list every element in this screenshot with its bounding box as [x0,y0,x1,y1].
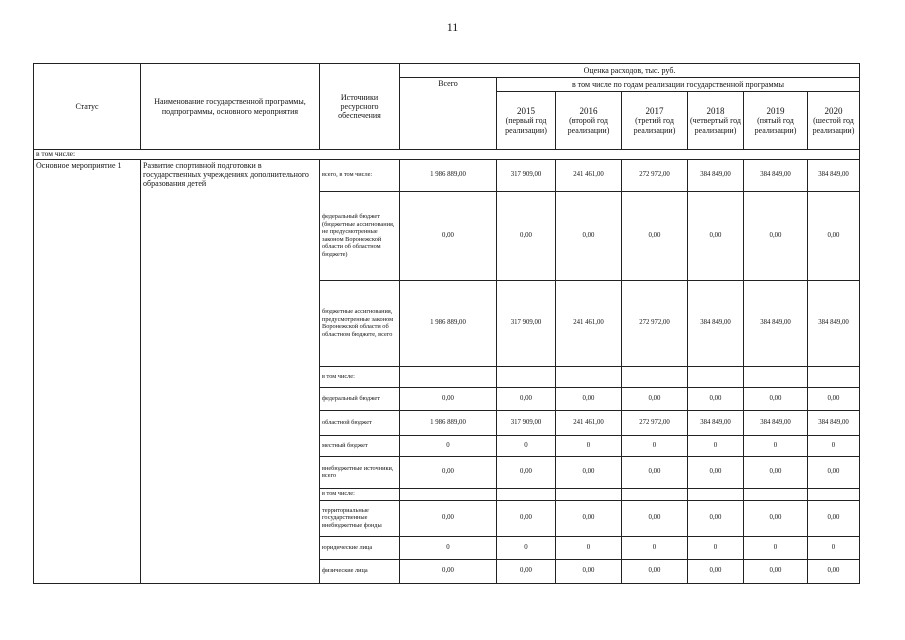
year-value-cell: 0,00 [688,387,744,410]
year-value-cell: 0,00 [497,500,556,536]
year-value-cell: 384 849,00 [744,280,808,366]
year-value-cell: 0,00 [808,387,860,410]
total-cell [400,488,497,500]
expenditure-table [33,63,860,584]
header-year-number: 2020 [824,106,843,117]
including-label: в том числе: [34,150,860,160]
year-value-cell: 317 909,00 [497,410,556,435]
year-value-cell: 0,00 [688,559,744,583]
source-cell: в том числе: [320,366,400,387]
year-value-cell: 0,00 [688,500,744,536]
year-value-cell: 0,00 [497,387,556,410]
year-value-cell: 0,00 [556,559,622,583]
header-year-4 [744,92,808,150]
year-value-cell: 0,00 [808,456,860,488]
year-value-cell: 384 849,00 [688,410,744,435]
source-cell: территориальные государственные внебюджетные фонды [320,500,400,536]
year-value-cell: 0,00 [556,456,622,488]
year-value-cell: 0,00 [808,559,860,583]
total-cell: 1 986 889,00 [400,280,497,366]
year-value-cell: 241 461,00 [556,159,622,191]
year-value-cell: 0 [744,536,808,559]
header-year-2 [622,92,688,150]
header-year-label: (шестой год реализации) [812,116,855,135]
header-year-5 [808,92,860,150]
year-value-cell [688,488,744,500]
year-value-cell: 0 [808,536,860,559]
year-value-cell: 272 972,00 [622,410,688,435]
total-cell: 0 [400,435,497,456]
year-value-cell [497,366,556,387]
status-cell: Основное мероприятие 1 [34,159,141,583]
year-value-cell: 384 849,00 [688,159,744,191]
year-value-cell: 0 [688,435,744,456]
total-cell: 0,00 [400,456,497,488]
year-value-cell: 0,00 [622,387,688,410]
year-value-cell: 384 849,00 [808,159,860,191]
total-cell: 0 [400,536,497,559]
source-cell: всего, в том числе: [320,159,400,191]
year-value-cell: 0 [688,536,744,559]
source-cell: в том числе: [320,488,400,500]
year-value-cell [556,488,622,500]
header-year-label: (третий год реализации) [633,116,676,135]
name-cell: Развитие спортивной подготовки в государственных учреждениях дополнительного образования детей [141,159,320,583]
year-value-cell: 0,00 [622,191,688,280]
year-value-cell: 0,00 [556,500,622,536]
header-year-number: 2016 [579,106,598,117]
source-cell: федеральный бюджет (бюджетные ассигнования, не предусмотренные законом Воронежской области об областном бюджете) [320,191,400,280]
year-value-cell: 0,00 [497,559,556,583]
year-value-cell: 0,00 [497,456,556,488]
total-cell: 1 986 889,00 [400,410,497,435]
year-value-cell: 0,00 [556,191,622,280]
year-value-cell: 241 461,00 [556,280,622,366]
header-year-number: 2017 [645,106,664,117]
year-value-cell [744,366,808,387]
header-name: Наименование государственной программы, подпрограммы, основного мероприятия [141,64,320,150]
header-year-label: (пятый год реализации) [754,116,797,135]
total-cell: 1 986 889,00 [400,159,497,191]
year-value-cell [688,366,744,387]
year-value-cell: 384 849,00 [808,410,860,435]
year-value-cell: 0 [622,435,688,456]
header-total: Всего [400,78,497,150]
source-cell: бюджетные ассигнования, предусмотренные законом Воронежской области об областном бюджете, всего [320,280,400,366]
year-value-cell: 384 849,00 [744,159,808,191]
total-cell: 0,00 [400,387,497,410]
year-value-cell: 0,00 [744,456,808,488]
header-year-1 [556,92,622,150]
year-value-cell [808,488,860,500]
year-value-cell: 0 [622,536,688,559]
total-cell: 0,00 [400,559,497,583]
year-value-cell [808,366,860,387]
source-cell: юридические лица [320,536,400,559]
year-value-cell [556,366,622,387]
header-estimate: Оценка расходов, тыс. руб. [400,64,860,78]
year-value-cell: 0,00 [808,500,860,536]
header-year-number: 2018 [706,106,725,117]
header-year-label: (четвертый год реализации) [690,116,741,135]
year-value-cell: 317 909,00 [497,159,556,191]
page-number: 11 [446,20,459,34]
year-value-cell: 317 909,00 [497,280,556,366]
year-value-cell: 272 972,00 [622,159,688,191]
year-value-cell: 0 [556,435,622,456]
year-value-cell: 0 [808,435,860,456]
year-value-cell: 0 [744,435,808,456]
year-value-cell: 0,00 [497,191,556,280]
year-value-cell: 0 [497,536,556,559]
source-cell: областной бюджет [320,410,400,435]
year-value-cell: 0 [556,536,622,559]
year-value-cell: 272 972,00 [622,280,688,366]
source-cell: физические лица [320,559,400,583]
header-year-number: 2019 [766,106,785,117]
total-cell: 0,00 [400,191,497,280]
year-value-cell: 384 849,00 [688,280,744,366]
header-by-years: в том числе по годам реализации государственной программы [497,78,860,92]
year-value-cell: 0,00 [744,559,808,583]
total-cell [400,366,497,387]
year-value-cell: 0,00 [622,500,688,536]
source-cell: местный бюджет [320,435,400,456]
year-value-cell: 0,00 [808,191,860,280]
header-status: Статус [34,64,141,150]
year-value-cell: 241 461,00 [556,410,622,435]
header-year-number: 2015 [517,106,535,117]
year-value-cell: 0,00 [688,191,744,280]
year-value-cell: 0,00 [622,559,688,583]
header-year-3 [688,92,744,150]
year-value-cell: 0,00 [556,387,622,410]
year-value-cell: 0 [497,435,556,456]
source-cell: внебюджетные источники, всего [320,456,400,488]
year-value-cell [744,488,808,500]
year-value-cell [622,366,688,387]
header-sources: Источники ресурсного обеспечения [320,64,400,150]
year-value-cell: 384 849,00 [744,410,808,435]
header-year-0 [497,92,556,150]
year-value-cell: 0,00 [744,387,808,410]
year-value-cell: 0,00 [622,456,688,488]
year-value-cell [497,488,556,500]
year-value-cell: 384 849,00 [808,280,860,366]
table-row [34,159,860,191]
source-cell: федеральный бюджет [320,387,400,410]
total-cell: 0,00 [400,500,497,536]
year-value-cell: 0,00 [744,500,808,536]
year-value-cell: 0,00 [744,191,808,280]
year-value-cell [622,488,688,500]
header-year-label: (второй год реализации) [567,116,610,135]
year-value-cell: 0,00 [688,456,744,488]
header-year-label: (первый год реализации) [505,116,547,135]
